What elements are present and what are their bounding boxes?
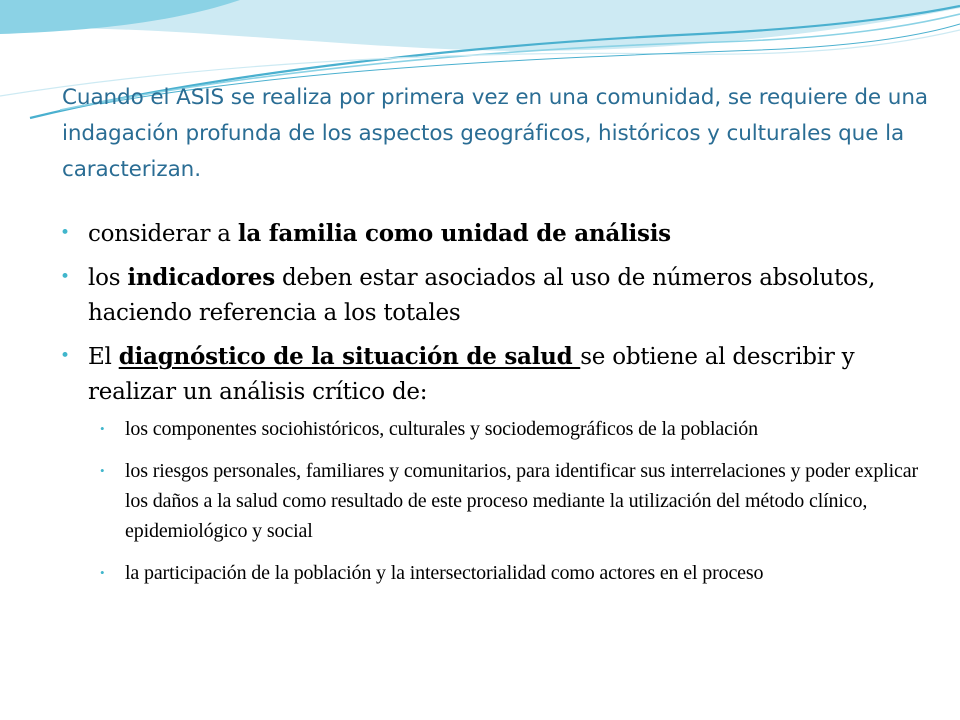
- bullet-emphasis: la familia como unidad de análisis: [237, 220, 671, 247]
- sub-bullet-item: [88, 414, 920, 444]
- slide-title: Cuando el ASIS se realiza por primera vez en una comunidad, se requiere de una indagación profunda de los aspectos geográficos, históricos y culturales que la caracterizan.: [62, 85, 928, 182]
- sub-bullet-item: [88, 456, 920, 546]
- bullet-suffix: deben estar asociados al uso de números absolutos, haciendo referencia a los totales: [88, 265, 876, 326]
- sub-bullet-item: [88, 558, 920, 588]
- bullet-text: [88, 344, 854, 405]
- bullet-item: [60, 260, 920, 331]
- sub-bullet-dot: •: [100, 421, 105, 436]
- sub-bullet-dot: •: [100, 565, 105, 580]
- bullet-item: [60, 339, 920, 588]
- bullet-text: [88, 221, 671, 247]
- sub-bullet-text: los componentes sociohistóricos, culturales y sociodemográficos de la población: [125, 418, 758, 440]
- sub-bullet-text: la participación de la población y la intersectorialidad como actores en el proceso: [125, 562, 764, 584]
- sub-bullet-list: [88, 414, 920, 588]
- bullet-prefix: considerar a: [88, 221, 238, 247]
- bullet-prefix: El: [88, 344, 119, 370]
- bullet-text: [88, 265, 875, 326]
- bullet-suffix: se obtiene al describir y realizar un análisis crítico de:: [88, 344, 855, 405]
- bullet-item: [60, 216, 920, 252]
- bullet-list: [60, 216, 920, 600]
- sub-bullet-dot: •: [100, 463, 105, 478]
- bullet-emphasis: indicadores: [127, 264, 275, 291]
- bullet-emphasis: diagnóstico de la situación de salud: [118, 343, 581, 370]
- bullet-dot: •: [60, 346, 70, 366]
- bullet-dot: •: [60, 267, 70, 287]
- bullet-dot: •: [60, 223, 70, 243]
- bullet-prefix: los: [88, 265, 128, 291]
- sub-bullet-text: los riesgos personales, familiares y comunitarios, para identificar sus interrelaciones y poder explicar los daños a la salud como resultado de este proceso mediante la utilización del método clínico, epidemiológico y social: [125, 460, 919, 542]
